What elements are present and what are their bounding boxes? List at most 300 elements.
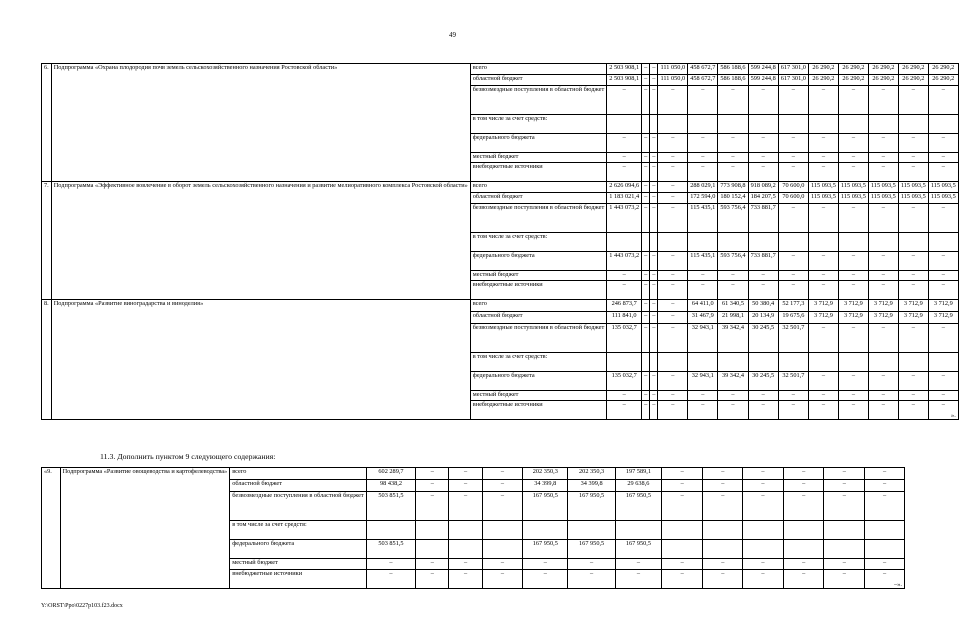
amount-cell: – bbox=[449, 570, 482, 589]
amount-cell: – bbox=[928, 153, 958, 163]
amount-cell: 39 342,4 bbox=[718, 324, 748, 353]
item-number: «9. bbox=[42, 468, 61, 589]
amount-cell: – bbox=[607, 281, 642, 300]
amount-cell: – bbox=[650, 134, 658, 153]
amount-cell: – bbox=[658, 134, 688, 153]
amount-cell: – bbox=[808, 134, 838, 153]
funding-source-label: в том числе за счет средств: bbox=[230, 521, 366, 540]
amount-cell: 19 675,6 bbox=[778, 312, 808, 324]
amount-cell: – bbox=[868, 163, 898, 182]
amount-cell: – bbox=[928, 163, 958, 182]
amount-cell: 26 290,2 bbox=[868, 64, 898, 75]
funding-source-label: безвозмездные поступления в областной бюджет bbox=[470, 324, 606, 353]
amount-cell: 3 712,9 bbox=[928, 312, 958, 324]
amount-cell: – bbox=[642, 312, 650, 324]
funding-source-label: безвозмездные поступления в областной бюджет bbox=[230, 492, 366, 521]
amount-cell bbox=[523, 521, 568, 540]
amount-cell: – bbox=[642, 134, 650, 153]
amount-cell bbox=[607, 115, 642, 134]
amount-cell: 50 380,4 bbox=[748, 300, 778, 312]
amount-cell: – bbox=[661, 492, 703, 521]
funding-source-label: внебюджетные источники bbox=[470, 401, 606, 420]
amount-cell: – bbox=[783, 559, 824, 570]
amount-cell bbox=[808, 233, 838, 252]
amount-cell: 115 093,5 bbox=[898, 182, 928, 193]
amount-cell: – bbox=[838, 153, 868, 163]
amount-cell: – bbox=[366, 570, 416, 589]
amount-cell bbox=[898, 353, 928, 372]
amount-cell: – bbox=[898, 401, 928, 420]
amount-cell: 733 881,7 bbox=[748, 252, 778, 271]
amount-cell: – bbox=[688, 153, 718, 163]
amount-cell: 34 399,8 bbox=[568, 480, 616, 492]
amount-cell: – bbox=[650, 300, 658, 312]
amount-cell: – bbox=[650, 182, 658, 193]
amount-cell: 3 712,9 bbox=[928, 300, 958, 312]
funding-source-label: в том числе за счет средств: bbox=[470, 115, 606, 134]
amount-cell bbox=[482, 521, 523, 540]
amount-cell: – bbox=[868, 391, 898, 401]
amount-cell: 180 152,4 bbox=[718, 193, 748, 204]
amount-cell: – bbox=[642, 163, 650, 182]
amount-cell: 617 301,0 bbox=[778, 75, 808, 86]
amount-cell: 503 851,5 bbox=[366, 540, 416, 559]
amount-cell: – bbox=[650, 271, 658, 281]
amount-cell: 167 950,5 bbox=[615, 492, 661, 521]
amount-cell: 115 093,5 bbox=[838, 193, 868, 204]
amount-cell: – bbox=[838, 134, 868, 153]
amount-cell: – bbox=[748, 134, 778, 153]
amount-cell: – bbox=[868, 153, 898, 163]
amount-cell bbox=[650, 353, 658, 372]
funding-source-label: областной бюджет bbox=[470, 193, 606, 204]
amount-cell: 3 712,9 bbox=[808, 312, 838, 324]
amount-cell: – bbox=[808, 86, 838, 115]
amount-cell: – bbox=[449, 559, 482, 570]
amount-cell: 3 712,9 bbox=[838, 300, 868, 312]
amount-cell: – bbox=[658, 182, 688, 193]
amount-cell: – bbox=[743, 570, 784, 589]
amount-cell: – bbox=[868, 204, 898, 233]
amount-cell bbox=[703, 521, 743, 540]
amount-cell: 32 943,1 bbox=[688, 372, 718, 391]
amount-cell: – bbox=[650, 401, 658, 420]
amount-cell: – bbox=[898, 163, 928, 182]
amount-cell: 21 998,1 bbox=[718, 312, 748, 324]
amount-cell: – bbox=[868, 281, 898, 300]
amount-cell: – bbox=[650, 252, 658, 271]
amount-cell: – bbox=[642, 271, 650, 281]
funding-source-label: федерального бюджета bbox=[230, 540, 366, 559]
amount-cell: – bbox=[416, 570, 449, 589]
funding-source-label: всего bbox=[470, 64, 606, 75]
amount-cell: – bbox=[928, 204, 958, 233]
amount-cell bbox=[778, 233, 808, 252]
amount-cell: – bbox=[449, 480, 482, 492]
amount-cell: 34 399,8 bbox=[523, 480, 568, 492]
amount-cell: 3 712,9 bbox=[898, 300, 928, 312]
amount-cell: – bbox=[703, 480, 743, 492]
amount-cell: – bbox=[808, 252, 838, 271]
amount-cell bbox=[661, 521, 703, 540]
amount-cell: 115 093,5 bbox=[898, 193, 928, 204]
amount-cell bbox=[658, 115, 688, 134]
funding-source-label: местный бюджет bbox=[470, 153, 606, 163]
amount-cell: 30 245,5 bbox=[748, 324, 778, 353]
amount-cell: 3 712,9 bbox=[808, 300, 838, 312]
amount-cell: – bbox=[868, 324, 898, 353]
amount-cell bbox=[642, 233, 650, 252]
amount-cell: – bbox=[658, 252, 688, 271]
amount-cell: – bbox=[928, 391, 958, 401]
amount-cell: – bbox=[898, 391, 928, 401]
amount-cell: – bbox=[703, 559, 743, 570]
amount-cell bbox=[743, 521, 784, 540]
amount-cell: – bbox=[838, 271, 868, 281]
amount-cell: 30 245,5 bbox=[748, 372, 778, 391]
amount-cell: 586 188,6 bbox=[718, 64, 748, 75]
amount-cell: 167 950,5 bbox=[568, 492, 616, 521]
funding-source-label: внебюджетные источники bbox=[230, 570, 366, 589]
amount-cell: – bbox=[615, 559, 661, 570]
item-number: 7. bbox=[42, 182, 52, 300]
amount-cell: – bbox=[658, 372, 688, 391]
amount-cell bbox=[928, 233, 958, 252]
amount-cell: – bbox=[658, 312, 688, 324]
amount-cell: – bbox=[718, 163, 748, 182]
amount-cell: – bbox=[688, 134, 718, 153]
amount-cell bbox=[743, 540, 784, 559]
amount-cell: – bbox=[748, 401, 778, 420]
amount-cell: – bbox=[865, 480, 905, 492]
amount-cell: 115 093,5 bbox=[808, 182, 838, 193]
amount-cell: – bbox=[688, 281, 718, 300]
amount-cell: – bbox=[366, 559, 416, 570]
amount-cell: – bbox=[748, 271, 778, 281]
amount-cell: 1 443 073,2 bbox=[607, 252, 642, 271]
amount-cell: – bbox=[778, 134, 808, 153]
amount-cell: – bbox=[778, 281, 808, 300]
amount-cell: 3 712,9 bbox=[868, 312, 898, 324]
funding-source-label: федерального бюджета bbox=[470, 252, 606, 271]
amount-cell: 70 600,0 bbox=[778, 182, 808, 193]
amount-cell bbox=[688, 353, 718, 372]
closing-quote-mark: ». bbox=[951, 411, 956, 419]
amount-cell: 617 301,0 bbox=[778, 64, 808, 75]
amount-cell: – bbox=[838, 281, 868, 300]
amount-cell: – bbox=[449, 492, 482, 521]
amount-cell: – bbox=[898, 281, 928, 300]
amount-cell bbox=[642, 115, 650, 134]
amount-cell: – bbox=[703, 570, 743, 589]
amount-cell: 202 350,3 bbox=[568, 468, 616, 480]
amount-cell: 26 290,2 bbox=[868, 75, 898, 86]
amount-cell: 3 712,9 bbox=[898, 312, 928, 324]
amount-cell: – bbox=[898, 204, 928, 233]
amount-cell: 70 600,0 bbox=[778, 193, 808, 204]
funding-source-label: федерального бюджета bbox=[470, 134, 606, 153]
amount-cell: – bbox=[658, 193, 688, 204]
amount-cell: 1 183 021,4 bbox=[607, 193, 642, 204]
amount-cell: 288 029,1 bbox=[688, 182, 718, 193]
amount-cell: 32 501,7 bbox=[778, 324, 808, 353]
amount-cell bbox=[607, 353, 642, 372]
amount-cell: 3 712,9 bbox=[868, 300, 898, 312]
amount-cell: – bbox=[868, 271, 898, 281]
amount-cell: – bbox=[898, 153, 928, 163]
amount-cell bbox=[865, 521, 905, 540]
amount-cell: – bbox=[718, 401, 748, 420]
funding-source-label: всего bbox=[470, 182, 606, 193]
amount-cell bbox=[366, 521, 416, 540]
amount-cell: 115 093,5 bbox=[928, 182, 958, 193]
amount-cell bbox=[568, 521, 616, 540]
amount-cell: – bbox=[898, 252, 928, 271]
amount-value: – bbox=[882, 570, 887, 577]
amount-cell bbox=[718, 353, 748, 372]
amount-cell: – bbox=[703, 468, 743, 480]
amount-cell: – bbox=[658, 300, 688, 312]
amount-cell: 64 411,0 bbox=[688, 300, 718, 312]
amount-cell: – bbox=[718, 271, 748, 281]
amount-cell: – bbox=[783, 492, 824, 521]
amount-cell: – bbox=[658, 163, 688, 182]
amount-cell: – bbox=[838, 391, 868, 401]
subprogram-name: Подпрограмма «Развитие овощеводства и картофелеводства» bbox=[60, 468, 230, 589]
amount-cell: – bbox=[808, 372, 838, 391]
funding-source-label: в том числе за счет средств: bbox=[470, 233, 606, 252]
amount-cell bbox=[865, 570, 905, 589]
funding-source-label: местный бюджет bbox=[470, 391, 606, 401]
amount-cell: – bbox=[642, 281, 650, 300]
amount-cell: – bbox=[688, 401, 718, 420]
amount-cell bbox=[868, 353, 898, 372]
amount-cell: – bbox=[718, 134, 748, 153]
amount-cell bbox=[808, 353, 838, 372]
amount-cell: 167 950,5 bbox=[523, 540, 568, 559]
amount-cell: 26 290,2 bbox=[898, 75, 928, 86]
amount-cell: – bbox=[808, 153, 838, 163]
amount-cell: – bbox=[898, 134, 928, 153]
amount-cell: – bbox=[523, 559, 568, 570]
amount-cell: 135 032,7 bbox=[607, 372, 642, 391]
amount-cell: – bbox=[642, 401, 650, 420]
funding-source-label: областной бюджет bbox=[470, 75, 606, 86]
amount-cell: 26 290,2 bbox=[808, 75, 838, 86]
footer-file-path: Y:\ORST\Ppo\0227p103.f23.docx bbox=[41, 603, 123, 609]
amendment-paragraph: 11.3. Дополнить пунктом 9 следующего содержания: bbox=[100, 452, 276, 461]
amount-cell bbox=[416, 540, 449, 559]
amount-cell: 115 093,5 bbox=[808, 193, 838, 204]
amount-cell: – bbox=[838, 163, 868, 182]
amount-cell: – bbox=[482, 480, 523, 492]
amount-cell: – bbox=[898, 271, 928, 281]
funding-source-label: федерального бюджета bbox=[470, 372, 606, 391]
amount-cell: 52 177,3 bbox=[778, 300, 808, 312]
amount-cell: – bbox=[650, 153, 658, 163]
amount-cell: – bbox=[650, 163, 658, 182]
amount-cell: – bbox=[928, 271, 958, 281]
funding-source-label: безвозмездные поступления в областной бюджет bbox=[470, 204, 606, 233]
amount-cell bbox=[808, 115, 838, 134]
amount-cell: – bbox=[658, 281, 688, 300]
amount-cell bbox=[824, 521, 865, 540]
amount-cell bbox=[658, 353, 688, 372]
amount-cell: – bbox=[416, 559, 449, 570]
amount-cell: – bbox=[868, 372, 898, 391]
amount-cell: – bbox=[607, 391, 642, 401]
amount-cell: 26 290,2 bbox=[928, 64, 958, 75]
amount-cell: – bbox=[808, 163, 838, 182]
amount-cell: – bbox=[642, 64, 650, 75]
budget-row bbox=[42, 64, 959, 75]
amount-cell: 115 093,5 bbox=[838, 182, 868, 193]
amount-cell: – bbox=[778, 252, 808, 271]
amount-cell: – bbox=[748, 391, 778, 401]
amount-cell: – bbox=[642, 300, 650, 312]
amount-cell: 733 881,7 bbox=[748, 204, 778, 233]
amount-cell bbox=[661, 540, 703, 559]
amount-cell: – bbox=[650, 75, 658, 86]
amount-cell: – bbox=[642, 372, 650, 391]
funding-source-label: всего bbox=[470, 300, 606, 312]
amount-cell bbox=[824, 540, 865, 559]
amount-cell: – bbox=[928, 86, 958, 115]
amount-cell bbox=[748, 353, 778, 372]
amount-cell: – bbox=[778, 86, 808, 115]
amount-cell: 26 290,2 bbox=[838, 64, 868, 75]
amount-cell: – bbox=[808, 204, 838, 233]
budget-table-item-9 bbox=[41, 467, 905, 589]
amount-cell: 26 290,2 bbox=[838, 75, 868, 86]
amount-cell: – bbox=[838, 204, 868, 233]
budget-row bbox=[42, 300, 959, 312]
amount-cell: – bbox=[661, 570, 703, 589]
amount-cell: – bbox=[642, 204, 650, 233]
amount-cell bbox=[865, 540, 905, 559]
amount-cell: – bbox=[642, 75, 650, 86]
amount-cell bbox=[783, 540, 824, 559]
amount-cell bbox=[928, 353, 958, 372]
amount-cell bbox=[928, 115, 958, 134]
amount-cell bbox=[607, 233, 642, 252]
amount-cell: – bbox=[838, 372, 868, 391]
subprogram-name: Подпрограмма «Развитие виноградарства и виноделия» bbox=[51, 300, 470, 420]
amount-cell: 167 950,5 bbox=[523, 492, 568, 521]
amount-cell: 3 712,9 bbox=[838, 312, 868, 324]
amount-cell: – bbox=[748, 281, 778, 300]
amount-cell: – bbox=[658, 153, 688, 163]
amount-cell: 599 244,8 bbox=[748, 75, 778, 86]
amount-cell: – bbox=[642, 153, 650, 163]
amount-cell: 26 290,2 bbox=[808, 64, 838, 75]
amount-cell: – bbox=[824, 492, 865, 521]
amount-cell bbox=[449, 540, 482, 559]
amount-cell: – bbox=[658, 204, 688, 233]
amount-cell: – bbox=[642, 252, 650, 271]
amount-cell: – bbox=[743, 559, 784, 570]
amount-cell: 115 093,5 bbox=[868, 193, 898, 204]
funding-source-label: всего bbox=[230, 468, 366, 480]
amount-cell: 135 032,7 bbox=[607, 324, 642, 353]
amount-cell bbox=[703, 540, 743, 559]
amount-cell: 773 908,8 bbox=[718, 182, 748, 193]
funding-source-label: местный бюджет bbox=[230, 559, 366, 570]
amount-cell: 172 594,0 bbox=[688, 193, 718, 204]
amount-cell: 918 089,2 bbox=[748, 182, 778, 193]
amount-cell: – bbox=[688, 271, 718, 281]
amount-cell: – bbox=[808, 271, 838, 281]
amount-cell bbox=[778, 115, 808, 134]
amount-cell: – bbox=[898, 324, 928, 353]
amount-cell: – bbox=[783, 468, 824, 480]
item-number: 8. bbox=[42, 300, 52, 420]
amount-cell: – bbox=[650, 391, 658, 401]
amount-cell: 246 873,7 bbox=[607, 300, 642, 312]
budget-table-continued bbox=[41, 63, 959, 420]
amount-cell: – bbox=[449, 468, 482, 480]
amount-cell: – bbox=[642, 391, 650, 401]
amount-cell: 202 350,3 bbox=[523, 468, 568, 480]
amount-cell bbox=[868, 233, 898, 252]
amount-cell: 2 503 908,1 bbox=[607, 64, 642, 75]
amount-cell: 197 589,1 bbox=[615, 468, 661, 480]
amount-cell: 111 841,0 bbox=[607, 312, 642, 324]
amount-cell: – bbox=[416, 468, 449, 480]
amount-cell: – bbox=[650, 281, 658, 300]
amount-cell: 593 756,4 bbox=[718, 252, 748, 271]
amount-cell: – bbox=[703, 492, 743, 521]
funding-source-label: безвозмездные поступления в областной бюджет bbox=[470, 86, 606, 115]
amount-cell: – bbox=[650, 312, 658, 324]
budget-row bbox=[42, 468, 905, 480]
amount-cell: – bbox=[642, 324, 650, 353]
funding-source-label: внебюджетные источники bbox=[470, 163, 606, 182]
amount-cell: – bbox=[482, 492, 523, 521]
amount-cell: – bbox=[416, 480, 449, 492]
amount-cell: – bbox=[868, 401, 898, 420]
amount-cell: – bbox=[661, 468, 703, 480]
amount-cell: – bbox=[898, 372, 928, 391]
funding-source-label: в том числе за счет средств: bbox=[470, 353, 606, 372]
closing-quote-mark: –». bbox=[894, 580, 902, 588]
amount-cell: – bbox=[865, 559, 905, 570]
amount-cell: – bbox=[748, 86, 778, 115]
amount-cell: 111 050,0 bbox=[658, 64, 688, 75]
amount-cell: – bbox=[778, 271, 808, 281]
amount-cell bbox=[718, 115, 748, 134]
amount-cell: 184 207,5 bbox=[748, 193, 778, 204]
amount-cell: – bbox=[928, 372, 958, 391]
amount-cell: – bbox=[523, 570, 568, 589]
amount-cell: – bbox=[783, 480, 824, 492]
amount-cell: – bbox=[658, 271, 688, 281]
subprogram-name: Подпрограмма «Охрана плодородия почв земель сельскохозяйственного назначения Ростовской области» bbox=[51, 64, 470, 182]
amount-cell: – bbox=[778, 153, 808, 163]
amount-cell: 458 672,7 bbox=[688, 64, 718, 75]
amount-cell: – bbox=[824, 468, 865, 480]
funding-source-label: внебюджетные источники bbox=[470, 281, 606, 300]
amount-cell bbox=[928, 401, 958, 420]
amount-cell: 26 290,2 bbox=[898, 64, 928, 75]
amount-cell: – bbox=[642, 193, 650, 204]
page-number: 49 bbox=[449, 31, 456, 39]
amount-cell: – bbox=[743, 468, 784, 480]
amount-cell: – bbox=[748, 163, 778, 182]
amount-cell: 503 851,5 bbox=[366, 492, 416, 521]
amount-cell: 593 756,4 bbox=[718, 204, 748, 233]
amount-cell: 1 443 073,2 bbox=[607, 204, 642, 233]
